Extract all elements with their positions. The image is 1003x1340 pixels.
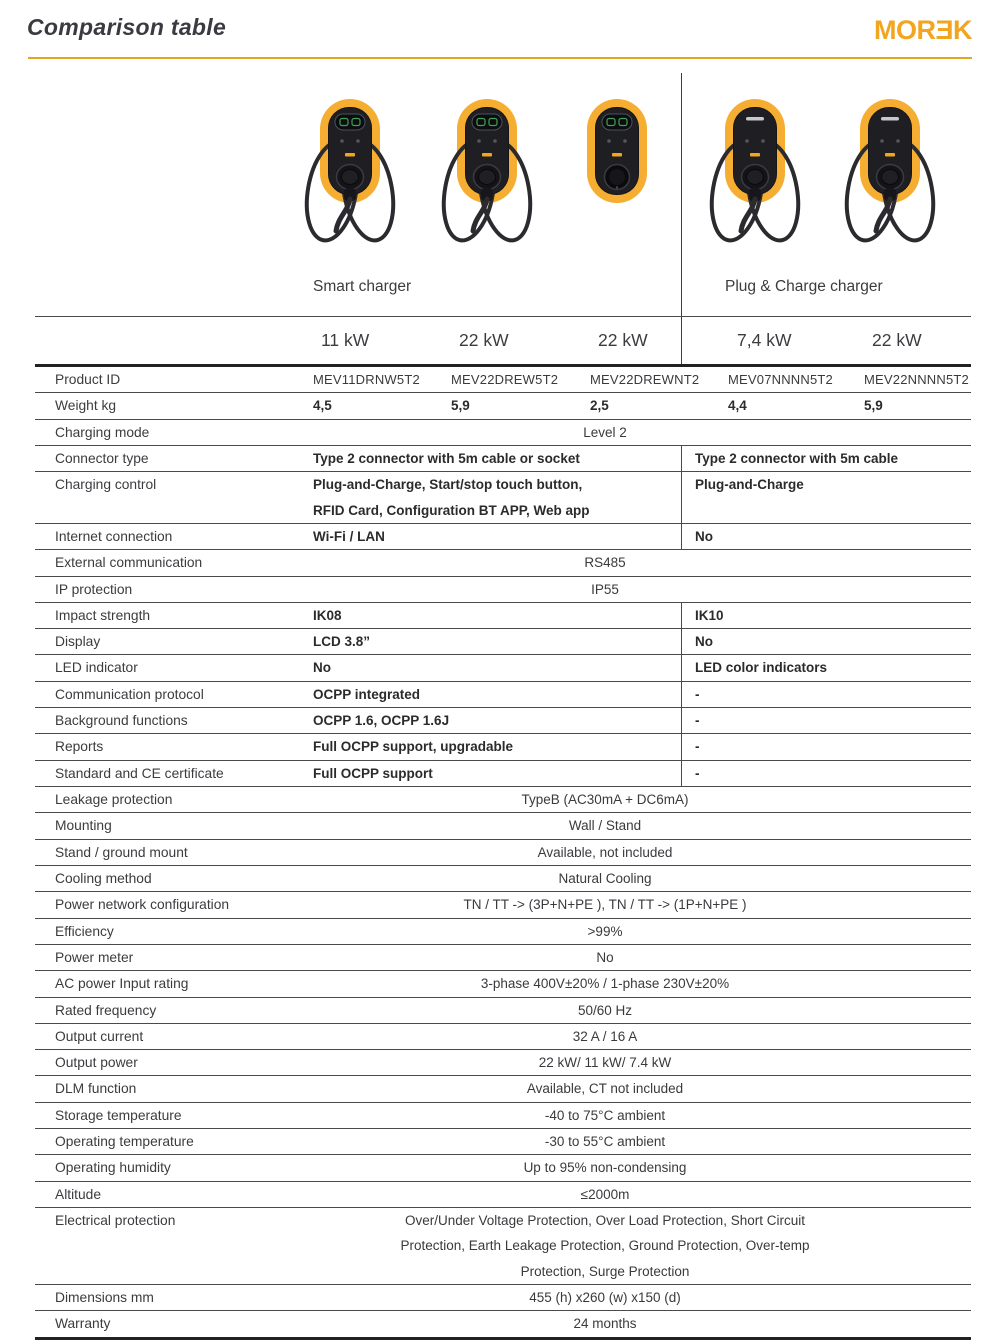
cell-merged-value: 3-phase 400V±20% / 1-phase 230V±20% bbox=[480, 976, 730, 992]
row-label: Internet connection bbox=[55, 528, 173, 544]
cell-merged-value-line: Protection, Earth Leakage Protection, Ground Protection, Over-temp bbox=[400, 1238, 810, 1254]
smart-charger-with-cable-image bbox=[427, 95, 547, 271]
row-label: Altitude bbox=[55, 1186, 102, 1202]
spec-row bbox=[35, 1129, 971, 1155]
spec-row bbox=[35, 1182, 971, 1208]
cell-merged-value: Level 2 bbox=[583, 424, 627, 440]
plug-and-charge-charger-with-cable-image bbox=[830, 95, 950, 271]
row-label: Power meter bbox=[55, 949, 134, 965]
spec-row bbox=[35, 1076, 971, 1102]
cell-merged-value: Natural Cooling bbox=[558, 870, 652, 886]
cell-merged-value: 24 months bbox=[573, 1316, 637, 1332]
smart-charger-socket-image bbox=[557, 95, 677, 271]
cell-smart-value: Full OCPP support, upgradable bbox=[313, 739, 514, 755]
cell-pnc-value: - bbox=[681, 761, 971, 786]
row-label: Charging control bbox=[55, 477, 157, 493]
row-label: Output power bbox=[55, 1055, 138, 1071]
morek-logo: MORƎK bbox=[874, 15, 972, 45]
cell-merged-value: 50/60 Hz bbox=[577, 1002, 633, 1018]
cell-merged-value-line: Protection, Surge Protection bbox=[520, 1263, 690, 1279]
cell-pnc-value: No bbox=[681, 629, 971, 654]
spec-row bbox=[35, 971, 971, 997]
spec-row bbox=[35, 420, 971, 446]
row-label: Dimensions mm bbox=[55, 1289, 154, 1305]
cell-pnc-value: - bbox=[681, 682, 971, 707]
row-label: Output current bbox=[55, 1028, 144, 1044]
cell-merged-value bbox=[313, 1208, 971, 1284]
power-header-spacer bbox=[35, 317, 313, 364]
spec-table bbox=[35, 367, 971, 1340]
spec-row bbox=[35, 1050, 971, 1076]
cell-smart-value-line: RFID Card, Configuration BT APP, Web app bbox=[313, 502, 590, 518]
group-label-plug-and-charge-charger: Plug & Charge charger bbox=[725, 278, 883, 295]
cell-product_id: MEV11DRNW5T2 bbox=[313, 372, 420, 387]
cell-smart-value: Full OCPP support bbox=[313, 765, 433, 781]
power-header-3: 7,4 kW bbox=[681, 317, 864, 364]
spec-row bbox=[35, 1155, 971, 1181]
power-header-4: 22 kW bbox=[872, 330, 922, 350]
cell-merged-value: ≤2000m bbox=[580, 1186, 630, 1202]
power-header-row bbox=[35, 316, 971, 367]
spec-row bbox=[35, 813, 971, 839]
row-label: DLM function bbox=[55, 1081, 137, 1097]
row-label: Power network configuration bbox=[55, 897, 230, 913]
cell-merged-value: 455 (h) x260 (w) x150 (d) bbox=[529, 1289, 681, 1305]
cell-product_id: MEV22DREWNT2 bbox=[590, 372, 700, 387]
row-label: Connector type bbox=[55, 450, 149, 466]
cell-merged-value: -30 to 55°C ambient bbox=[544, 1134, 666, 1150]
spec-row bbox=[35, 524, 971, 550]
cell-pnc-value: LED color indicators bbox=[681, 655, 971, 680]
spec-row bbox=[35, 1285, 971, 1311]
row-label: Weight kg bbox=[55, 398, 117, 414]
page-header bbox=[0, 0, 1003, 59]
spec-row bbox=[35, 945, 971, 971]
power-header-1: 22 kW bbox=[459, 330, 509, 350]
spec-row bbox=[35, 629, 971, 655]
row-label: IP protection bbox=[55, 581, 133, 597]
row-label: Reports bbox=[55, 739, 104, 755]
cell-product_id: MEV07NNNN5T2 bbox=[728, 372, 833, 387]
cell-smart-value: Type 2 connector with 5m cable or socket bbox=[313, 450, 580, 466]
row-label: Charging mode bbox=[55, 424, 150, 440]
spec-row bbox=[35, 577, 971, 603]
cell-merged-value: >99% bbox=[587, 923, 623, 939]
cell-merged-value: IP55 bbox=[591, 581, 619, 597]
cell-smart-value-line: Plug-and-Charge, Start/stop touch button, bbox=[313, 477, 583, 493]
cell-merged-value: 32 A / 16 A bbox=[572, 1028, 638, 1044]
row-label: External communication bbox=[55, 555, 203, 571]
spec-row bbox=[35, 682, 971, 708]
spec-row bbox=[35, 446, 971, 472]
spec-row bbox=[35, 840, 971, 866]
cell-merged-value: Wall / Stand bbox=[568, 818, 642, 834]
cell-weight: 2,5 bbox=[590, 398, 609, 414]
row-label: Impact strength bbox=[55, 607, 151, 623]
smart-charger-with-cable-image bbox=[290, 95, 410, 271]
row-label: Background functions bbox=[55, 713, 188, 729]
cell-pnc-value: Type 2 connector with 5m cable bbox=[681, 446, 971, 471]
row-label: Efficiency bbox=[55, 923, 114, 939]
spec-row bbox=[35, 367, 971, 393]
cell-merged-value: No bbox=[596, 949, 614, 965]
spec-row bbox=[35, 734, 971, 760]
cell-smart-value: LCD 3.8” bbox=[313, 634, 371, 650]
row-label: Display bbox=[55, 634, 101, 650]
cell-merged-value-line: Over/Under Voltage Protection, Over Load Protection, Short Circuit bbox=[405, 1213, 805, 1228]
spec-row bbox=[35, 892, 971, 918]
cell-merged-value: Up to 95% non-condensing bbox=[523, 1160, 687, 1176]
cell-smart-value: No bbox=[313, 660, 331, 676]
cell-pnc-value: No bbox=[681, 524, 971, 549]
cell-merged-value: RS485 bbox=[584, 555, 626, 571]
spec-row bbox=[35, 393, 971, 419]
spec-row bbox=[35, 1208, 971, 1285]
spec-row bbox=[35, 787, 971, 813]
cell-merged-value: 22 kW/ 11 kW/ 7.4 kW bbox=[538, 1055, 672, 1071]
cell-smart-value: IK08 bbox=[313, 607, 342, 623]
spec-row bbox=[35, 708, 971, 734]
row-label: Electrical protection bbox=[55, 1213, 176, 1228]
row-label: LED indicator bbox=[55, 660, 138, 676]
row-label: Cooling method bbox=[55, 870, 152, 886]
cell-merged-value: -40 to 75°C ambient bbox=[544, 1107, 666, 1123]
power-header-0: 11 kW bbox=[321, 330, 370, 350]
row-label: Rated frequency bbox=[55, 1002, 157, 1018]
cell-smart-value: Wi-Fi / LAN bbox=[313, 528, 385, 544]
row-label: Standard and CE certificate bbox=[55, 765, 224, 781]
cell-merged-value: Available, CT not included bbox=[526, 1081, 684, 1097]
spec-row bbox=[35, 866, 971, 892]
spec-row bbox=[35, 603, 971, 629]
row-label: Storage temperature bbox=[55, 1107, 182, 1123]
row-label: Operating humidity bbox=[55, 1160, 171, 1176]
group-divider-line bbox=[681, 73, 682, 316]
plug-and-charge-charger-with-cable-image bbox=[695, 95, 815, 271]
cell-pnc-value: Plug-and-Charge bbox=[681, 472, 971, 523]
row-label: Mounting bbox=[55, 818, 112, 834]
cell-product_id: MEV22DREW5T2 bbox=[451, 372, 559, 387]
cell-weight: 4,4 bbox=[728, 398, 747, 414]
spec-row bbox=[35, 1311, 971, 1339]
row-label: AC power Input rating bbox=[55, 976, 189, 992]
spec-row bbox=[35, 472, 971, 524]
spec-row bbox=[35, 998, 971, 1024]
cell-merged-value: TN / TT -> (3P+N+PE ), TN / TT -> (1P+N+PE ) bbox=[463, 897, 747, 913]
cell-smart-value: OCPP integrated bbox=[313, 686, 421, 702]
spec-row bbox=[35, 919, 971, 945]
spec-row bbox=[35, 550, 971, 576]
row-label: Warranty bbox=[55, 1316, 111, 1332]
cell-pnc-value: IK10 bbox=[681, 603, 971, 628]
cell-smart-value: OCPP 1.6, OCPP 1.6J bbox=[313, 713, 450, 729]
cell-smart-value bbox=[313, 472, 681, 523]
spec-row bbox=[35, 1103, 971, 1129]
cell-weight: 5,9 bbox=[451, 398, 470, 414]
row-label: Communication protocol bbox=[55, 686, 204, 702]
page-title: Comparison table bbox=[27, 14, 227, 40]
group-label-smart-charger: Smart charger bbox=[313, 278, 412, 295]
cell-product_id: MEV22NNNN5T2 bbox=[864, 372, 969, 387]
cell-merged-value: TypeB (AC30mA + DC6mA) bbox=[521, 792, 689, 807]
row-label: Product ID bbox=[55, 372, 121, 387]
spec-row bbox=[35, 761, 971, 787]
cell-pnc-value: - bbox=[681, 708, 971, 733]
row-label: Operating temperature bbox=[55, 1134, 194, 1150]
cell-merged-value: Available, not included bbox=[537, 844, 673, 860]
cell-pnc-value: - bbox=[681, 734, 971, 759]
row-label: Stand / ground mount bbox=[55, 844, 188, 860]
cell-weight: 4,5 bbox=[313, 398, 332, 414]
spec-row bbox=[35, 655, 971, 681]
cell-weight: 5,9 bbox=[864, 398, 883, 414]
power-header-2: 22 kW bbox=[598, 330, 648, 350]
row-label: Leakage protection bbox=[55, 792, 173, 807]
product-images-section bbox=[35, 59, 971, 316]
spec-row bbox=[35, 1024, 971, 1050]
